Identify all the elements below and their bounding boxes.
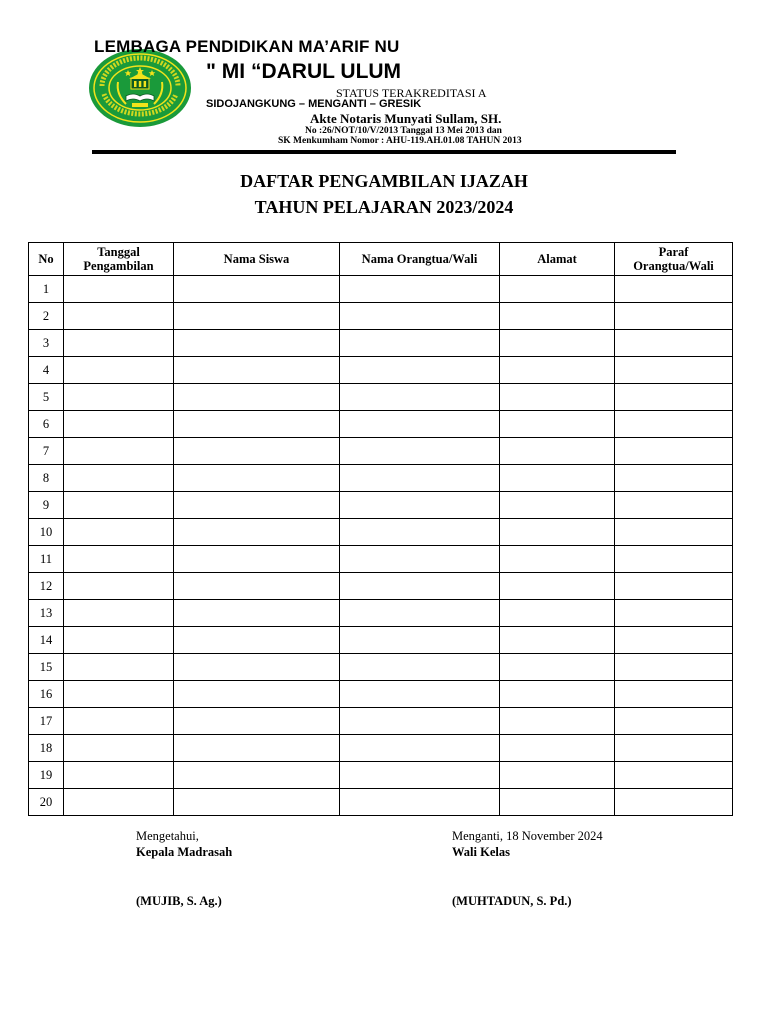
row-number: 5 bbox=[29, 384, 64, 411]
row-number: 15 bbox=[29, 654, 64, 681]
paraf-cell bbox=[615, 411, 733, 438]
alamat-cell bbox=[500, 330, 615, 357]
alamat-cell bbox=[500, 546, 615, 573]
table-row bbox=[29, 600, 733, 627]
paraf-cell bbox=[615, 681, 733, 708]
row-number: 10 bbox=[29, 519, 64, 546]
alamat-cell bbox=[500, 276, 615, 303]
row-number: 17 bbox=[29, 708, 64, 735]
row-number: 12 bbox=[29, 573, 64, 600]
nama-siswa-cell bbox=[174, 573, 340, 600]
tanggal-cell bbox=[64, 438, 174, 465]
paraf-cell bbox=[615, 708, 733, 735]
nama-siswa-cell bbox=[174, 627, 340, 654]
alamat-cell bbox=[500, 492, 615, 519]
row-number: 11 bbox=[29, 546, 64, 573]
nama-siswa-cell bbox=[174, 519, 340, 546]
table-row bbox=[29, 789, 733, 816]
tanggal-cell bbox=[64, 492, 174, 519]
nama-orangtua-cell bbox=[340, 708, 500, 735]
nama-orangtua-cell bbox=[340, 411, 500, 438]
paraf-cell bbox=[615, 600, 733, 627]
nama-siswa-cell bbox=[174, 681, 340, 708]
nama-orangtua-cell bbox=[340, 546, 500, 573]
paraf-cell bbox=[615, 465, 733, 492]
nama-orangtua-cell bbox=[340, 600, 500, 627]
tanggal-cell bbox=[64, 357, 174, 384]
paraf-cell bbox=[615, 519, 733, 546]
document-title: DAFTAR PENGAMBILAN IJAZAH bbox=[240, 171, 528, 191]
header-paraf: Paraf Orangtua/Wali bbox=[615, 243, 733, 276]
nama-siswa-cell bbox=[174, 357, 340, 384]
alamat-cell bbox=[500, 384, 615, 411]
notary-deed: Akte Notaris Munyati Sullam, SH. bbox=[310, 111, 502, 126]
row-number: 1 bbox=[29, 276, 64, 303]
row-number: 19 bbox=[29, 762, 64, 789]
nama-orangtua-cell bbox=[340, 465, 500, 492]
tanggal-cell bbox=[64, 411, 174, 438]
header-nama-siswa: Nama Siswa bbox=[174, 243, 340, 276]
nama-orangtua-cell bbox=[340, 627, 500, 654]
alamat-cell bbox=[500, 627, 615, 654]
foundation-name: LEMBAGA PENDIDIKAN MA’ARIF NU bbox=[94, 37, 400, 56]
school-address: SIDOJANGKUNG – MENGANTI – GRESIK bbox=[206, 98, 422, 110]
table-row bbox=[29, 573, 733, 600]
homeroom-name: (MUHTADUN, S. Pd.) bbox=[452, 894, 572, 908]
table-header-row bbox=[29, 243, 733, 276]
table-row bbox=[29, 708, 733, 735]
header-divider bbox=[92, 150, 676, 154]
nama-siswa-cell bbox=[174, 654, 340, 681]
tanggal-cell bbox=[64, 789, 174, 816]
headmaster-role: Kepala Madrasah bbox=[136, 845, 233, 859]
header-alamat: Alamat bbox=[500, 243, 615, 276]
table-row bbox=[29, 384, 733, 411]
row-number: 7 bbox=[29, 438, 64, 465]
headmaster-name: (MUJIB, S. Ag.) bbox=[136, 894, 222, 908]
table-row bbox=[29, 492, 733, 519]
alamat-cell bbox=[500, 654, 615, 681]
row-number: 8 bbox=[29, 465, 64, 492]
tanggal-cell bbox=[64, 330, 174, 357]
alamat-cell bbox=[500, 438, 615, 465]
notary-number: No :26/NOT/10/V/2013 Tanggal 13 Mei 2013 dan bbox=[305, 126, 502, 136]
alamat-cell bbox=[500, 519, 615, 546]
accreditation-status: STATUS TERAKREDITASI A bbox=[336, 86, 487, 100]
nama-orangtua-cell bbox=[340, 654, 500, 681]
nama-siswa-cell bbox=[174, 492, 340, 519]
table-row bbox=[29, 546, 733, 573]
row-number: 14 bbox=[29, 627, 64, 654]
nama-siswa-cell bbox=[174, 411, 340, 438]
place-date: Menganti, 18 November 2024 bbox=[452, 829, 603, 843]
row-number: 6 bbox=[29, 411, 64, 438]
row-number: 2 bbox=[29, 303, 64, 330]
tanggal-cell bbox=[64, 384, 174, 411]
tanggal-cell bbox=[64, 681, 174, 708]
tanggal-cell bbox=[64, 573, 174, 600]
row-number: 13 bbox=[29, 600, 64, 627]
paraf-cell bbox=[615, 357, 733, 384]
nama-orangtua-cell bbox=[340, 492, 500, 519]
nama-siswa-cell bbox=[174, 438, 340, 465]
row-number: 16 bbox=[29, 681, 64, 708]
school-logo bbox=[88, 48, 192, 128]
row-number: 20 bbox=[29, 789, 64, 816]
tanggal-cell bbox=[64, 546, 174, 573]
nama-siswa-cell bbox=[174, 735, 340, 762]
paraf-cell bbox=[615, 573, 733, 600]
nama-orangtua-cell bbox=[340, 438, 500, 465]
header-tanggal: Tanggal Pengambilan bbox=[64, 243, 174, 276]
row-number: 18 bbox=[29, 735, 64, 762]
alamat-cell bbox=[500, 303, 615, 330]
homeroom-role: Wali Kelas bbox=[452, 845, 510, 859]
row-number: 3 bbox=[29, 330, 64, 357]
paraf-cell bbox=[615, 627, 733, 654]
nama-orangtua-cell bbox=[340, 276, 500, 303]
table-row bbox=[29, 627, 733, 654]
alamat-cell bbox=[500, 573, 615, 600]
alamat-cell bbox=[500, 411, 615, 438]
nama-siswa-cell bbox=[174, 546, 340, 573]
paraf-cell bbox=[615, 762, 733, 789]
tanggal-cell bbox=[64, 465, 174, 492]
paraf-cell bbox=[615, 330, 733, 357]
row-number: 4 bbox=[29, 357, 64, 384]
tanggal-cell bbox=[64, 276, 174, 303]
table-row bbox=[29, 411, 733, 438]
tanggal-cell bbox=[64, 303, 174, 330]
nama-orangtua-cell bbox=[340, 303, 500, 330]
header-nama-orangtua: Nama Orangtua/Wali bbox=[340, 243, 500, 276]
nama-siswa-cell bbox=[174, 303, 340, 330]
nama-siswa-cell bbox=[174, 600, 340, 627]
table-row bbox=[29, 330, 733, 357]
alamat-cell bbox=[500, 600, 615, 627]
table-row bbox=[29, 465, 733, 492]
table-row bbox=[29, 303, 733, 330]
document-subtitle: TAHUN PELAJARAN 2023/2024 bbox=[254, 197, 514, 217]
alamat-cell bbox=[500, 735, 615, 762]
nama-orangtua-cell bbox=[340, 762, 500, 789]
nama-orangtua-cell bbox=[340, 789, 500, 816]
alamat-cell bbox=[500, 357, 615, 384]
table-row bbox=[29, 519, 733, 546]
paraf-cell bbox=[615, 789, 733, 816]
nama-orangtua-cell bbox=[340, 573, 500, 600]
tanggal-cell bbox=[64, 627, 174, 654]
tanggal-cell bbox=[64, 708, 174, 735]
table-row bbox=[29, 276, 733, 303]
tanggal-cell bbox=[64, 654, 174, 681]
nama-siswa-cell bbox=[174, 330, 340, 357]
nama-siswa-cell bbox=[174, 276, 340, 303]
paraf-cell bbox=[615, 303, 733, 330]
nama-siswa-cell bbox=[174, 708, 340, 735]
table-row bbox=[29, 654, 733, 681]
header-no: No bbox=[29, 243, 64, 276]
nama-siswa-cell bbox=[174, 465, 340, 492]
acknowledged-label: Mengetahui, bbox=[136, 829, 199, 843]
nama-siswa-cell bbox=[174, 762, 340, 789]
tanggal-cell bbox=[64, 519, 174, 546]
alamat-cell bbox=[500, 708, 615, 735]
nama-orangtua-cell bbox=[340, 519, 500, 546]
paraf-cell bbox=[615, 735, 733, 762]
nama-orangtua-cell bbox=[340, 681, 500, 708]
row-number: 9 bbox=[29, 492, 64, 519]
paraf-cell bbox=[615, 654, 733, 681]
table-row bbox=[29, 762, 733, 789]
tanggal-cell bbox=[64, 735, 174, 762]
paraf-cell bbox=[615, 546, 733, 573]
alamat-cell bbox=[500, 465, 615, 492]
paraf-cell bbox=[615, 438, 733, 465]
alamat-cell bbox=[500, 762, 615, 789]
nama-orangtua-cell bbox=[340, 384, 500, 411]
alamat-cell bbox=[500, 789, 615, 816]
table-row bbox=[29, 735, 733, 762]
table-row bbox=[29, 357, 733, 384]
nama-orangtua-cell bbox=[340, 735, 500, 762]
paraf-cell bbox=[615, 384, 733, 411]
alamat-cell bbox=[500, 681, 615, 708]
nama-siswa-cell bbox=[174, 384, 340, 411]
sk-number: SK Menkumham Nomor : AHU-119.AH.01.08 TAHUN 2013 bbox=[278, 136, 522, 146]
paraf-cell bbox=[615, 492, 733, 519]
tanggal-cell bbox=[64, 600, 174, 627]
paraf-cell bbox=[615, 276, 733, 303]
nama-siswa-cell bbox=[174, 789, 340, 816]
nama-orangtua-cell bbox=[340, 330, 500, 357]
school-name: " MI “DARUL ULUM bbox=[206, 60, 402, 83]
table-row bbox=[29, 438, 733, 465]
ijazah-table bbox=[28, 242, 733, 816]
tanggal-cell bbox=[64, 762, 174, 789]
nama-orangtua-cell bbox=[340, 357, 500, 384]
table-row bbox=[29, 681, 733, 708]
